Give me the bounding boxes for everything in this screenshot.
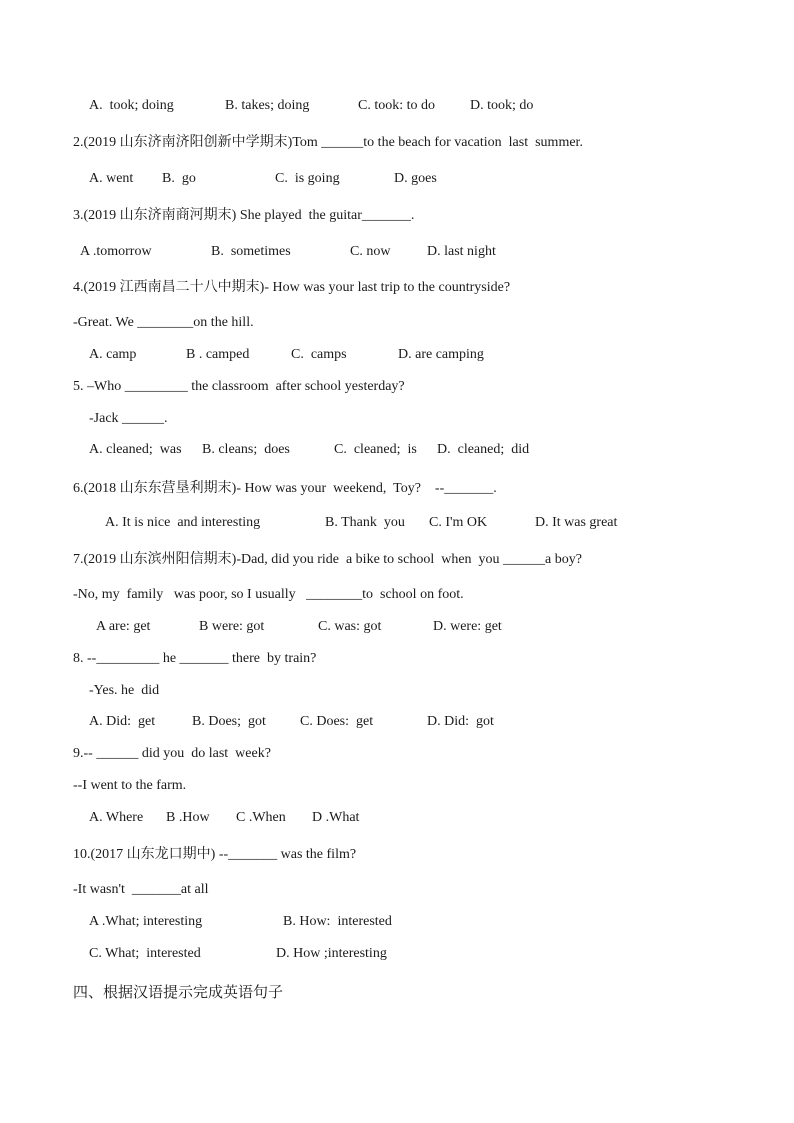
q3-option-b: B. sometimes xyxy=(211,244,291,259)
q10-option-b: B. How: interested xyxy=(283,914,392,929)
q5-option-d: D. cleaned; did xyxy=(437,442,530,457)
q5-option-a: A. cleaned; was xyxy=(89,442,182,457)
q4-line2: -Great. We ________on the hill. xyxy=(73,315,254,330)
q10-stem: 10.(2017 山东龙口期中) --_______ was the film? xyxy=(73,847,357,862)
q5-line2: -Jack ______. xyxy=(89,411,168,426)
q2-option-b: B. go xyxy=(162,171,196,186)
q4-stem: 4.(2019 江西南昌二十八中期末)- How was your last trip to the countryside? xyxy=(73,280,511,295)
q2-option-c: C. is going xyxy=(275,171,340,186)
q10-line2: -It wasn't _______at all xyxy=(73,882,209,897)
q6-option-a: A. It is nice and interesting xyxy=(105,515,261,530)
q1-option-c: C. took: to do xyxy=(358,98,436,113)
q8-option-a: A. Did: get xyxy=(89,714,156,729)
q8-line2: -Yes. he did xyxy=(89,683,160,698)
q8-option-c: C. Does: get xyxy=(300,714,374,729)
q6-option-c: C. I'm OK xyxy=(429,515,488,530)
q4-option-b: B . camped xyxy=(186,347,250,362)
q1-option-b: B. takes; doing xyxy=(225,98,310,113)
q3-option-d: D. last night xyxy=(427,244,496,259)
q1-option-a: A. took; doing xyxy=(89,98,174,113)
q7-option-d: D. were: get xyxy=(433,619,502,634)
q8-option-b: B. Does; got xyxy=(192,714,266,729)
q10-option-d: D. How ;interesting xyxy=(276,946,387,961)
q7-option-a: A are: get xyxy=(96,619,151,634)
q2-stem: 2.(2019 山东济南济阳创新中学期末)Tom ______to the beach for vacation last summer. xyxy=(73,135,583,150)
q7-option-c: C. was: got xyxy=(318,619,382,634)
q3-option-a: A .tomorrow xyxy=(80,244,152,259)
q10-option-c: C. What; interested xyxy=(89,946,201,961)
q9-option-d: D .What xyxy=(312,810,360,825)
q9-option-b: B .How xyxy=(166,810,210,825)
q2-option-a: A. went xyxy=(89,171,134,186)
q4-option-d: D. are camping xyxy=(398,347,484,362)
q4-option-c: C. camps xyxy=(291,347,347,362)
q3-option-c: C. now xyxy=(350,244,391,259)
q5-option-b: B. cleans; does xyxy=(202,442,290,457)
q7-option-b: B were: got xyxy=(199,619,265,634)
q9-option-c: C .When xyxy=(236,810,286,825)
q6-option-b: B. Thank you xyxy=(325,515,405,530)
q2-option-d: D. goes xyxy=(394,171,437,186)
q6-option-d: D. It was great xyxy=(535,515,618,530)
q5-stem: 5. –Who _________ the classroom after school yesterday? xyxy=(73,379,405,394)
q5-option-c: C. cleaned; is xyxy=(334,442,417,457)
section-4-heading: 四、根据汉语提示完成英语句子 xyxy=(73,983,284,1001)
q1-option-d: D. took; do xyxy=(470,98,534,113)
q4-option-a: A. camp xyxy=(89,347,137,362)
q8-stem: 8. --_________ he _______ there by train? xyxy=(73,651,317,666)
q3-stem: 3.(2019 山东济南商河期末) She played the guitar_______. xyxy=(73,208,415,223)
q9-line2: --I went to the farm. xyxy=(73,778,187,793)
q10-option-a: A .What; interesting xyxy=(89,914,203,929)
q9-stem: 9.-- ______ did you do last week? xyxy=(73,746,271,761)
q9-option-a: A. Where xyxy=(89,810,144,825)
q7-line2: -No, my family was poor, so I usually ________to school on foot. xyxy=(73,587,464,602)
q8-option-d: D. Did: got xyxy=(427,714,494,729)
q7-stem: 7.(2019 山东滨州阳信期末)-Dad, did you ride a bike to school when you ______a boy? xyxy=(73,552,582,567)
q6-stem: 6.(2018 山东东营垦利期末)- How was your weekend, Toy? --_______. xyxy=(73,481,497,496)
